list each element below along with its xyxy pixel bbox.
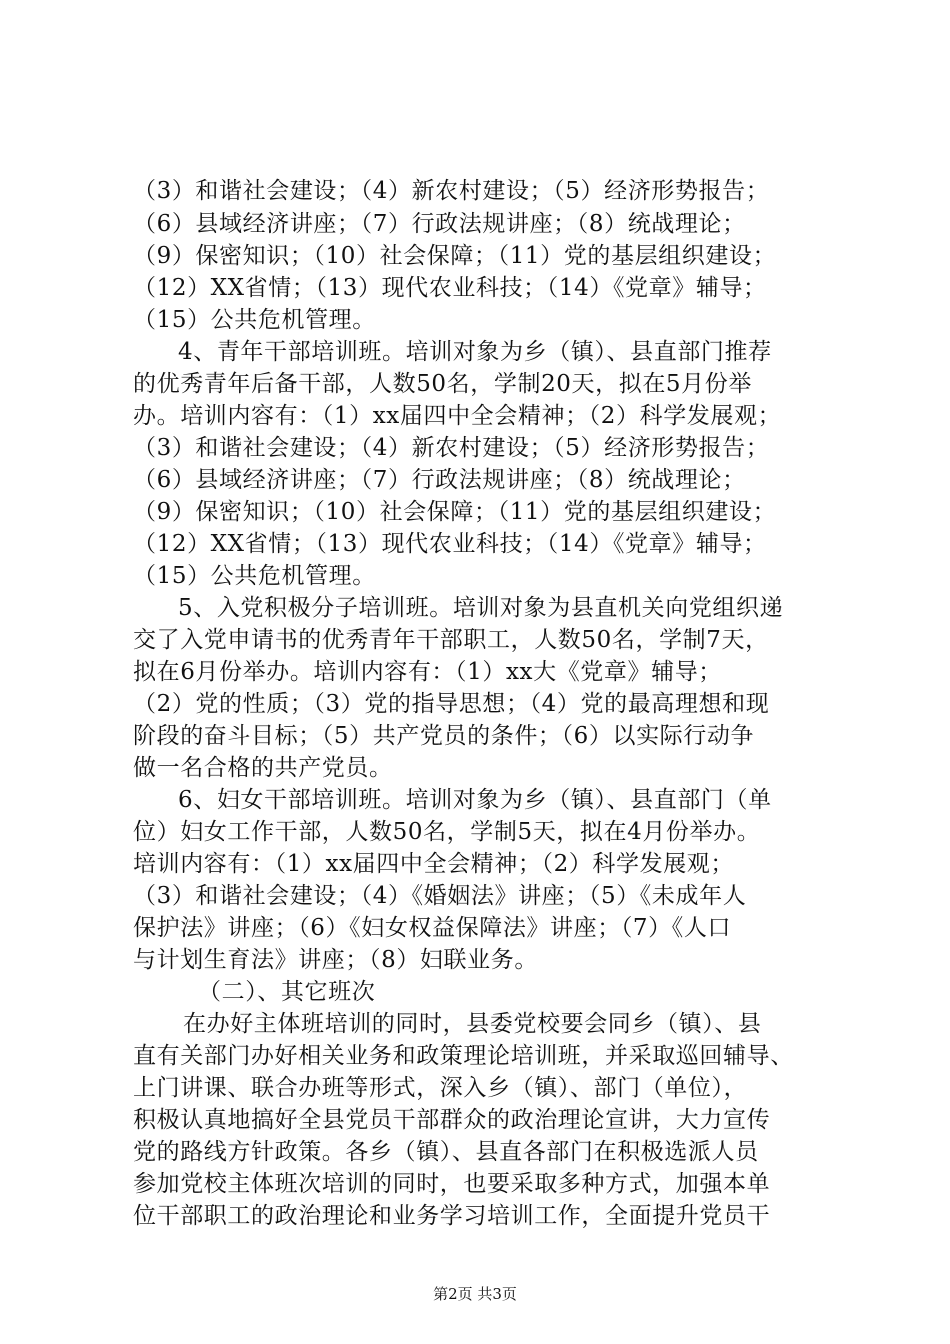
text-line: （12）XX省情；（13）现代农业科技；（14）《党章》辅导； <box>133 531 767 557</box>
text-line: （15）公共危机管理。 <box>133 563 376 589</box>
text-line: （6）县域经济讲座；（7）行政法规讲座；（8）统战理论； <box>133 211 746 237</box>
text-line: （6）县域经济讲座；（7）行政法规讲座；（8）统战理论； <box>133 467 746 493</box>
text-line: （15）公共危机管理。 <box>133 307 376 333</box>
paragraph-start: 在办好主体班培训的同时，县委党校要会同乡（镇）、县 <box>183 1011 762 1037</box>
text-line: （3）和谐社会建设；（4）新农村建设；（5）经济形势报告； <box>133 435 770 461</box>
text-line: 保护法》讲座；（6）《妇女权益保障法》讲座；（7）《人口 <box>133 915 732 941</box>
text-line: 拟在6月份举办。培训内容有：（1）xx大《党章》辅导； <box>133 659 722 685</box>
text-line: （12）XX省情；（13）现代农业科技；（14）《党章》辅导； <box>133 275 767 301</box>
text-line: （3）和谐社会建设；（4）新农村建设；（5）经济形势报告； <box>133 178 770 204</box>
text-line: 阶段的奋斗目标；（5）共产党员的条件；（6）以实际行动争 <box>133 723 755 749</box>
text-line: 位干部职工的政治理论和业务学习培训工作，全面提升党员干 <box>133 1203 771 1229</box>
text-line: 直有关部门办好相关业务和政策理论培训班，并采取巡回辅导、 <box>133 1043 794 1069</box>
text-line: 参加党校主体班次培训的同时，也要采取多种方式，加强本单 <box>133 1171 771 1197</box>
text-line: 上门讲课、联合办班等形式，深入乡（镇）、部门（单位）， <box>133 1075 748 1101</box>
section-heading: （二）、其它班次 <box>198 979 376 1005</box>
text-line: 积极认真地搞好全县党员干部群众的政治理论宣讲，大力宣传 <box>133 1107 771 1133</box>
text-line: 位）妇女工作干部，人数50名，学制5天，拟在4月份举办。 <box>133 819 761 845</box>
text-line: （3）和谐社会建设；（4）《婚姻法》讲座；（5）《未成年人 <box>133 883 747 909</box>
text-line: （9）保密知识；（10）社会保障；（11）党的基层组织建设； <box>133 499 777 525</box>
paragraph-heading: 5、入党积极分子培训班。培训对象为县直机关向党组织递 <box>178 595 784 621</box>
text-line: 办。培训内容有：（1）xx届四中全会精神；（2）科学发展观； <box>133 403 782 429</box>
page-number-footer: 第2页 共3页 <box>433 1285 517 1303</box>
text-line: 做一名合格的共产党员。 <box>133 755 393 781</box>
text-line: 交了入党申请书的优秀青年干部职工，人数50名，学制7天， <box>133 627 769 653</box>
text-line: 党的路线方针政策。各乡（镇）、县直各部门在积极选派人员 <box>133 1139 759 1165</box>
text-line: 的优秀青年后备干部，人数50名，学制20天，拟在5月份举 <box>133 371 752 397</box>
text-line: 与计划生育法》讲座；（8）妇联业务。 <box>133 947 538 973</box>
paragraph-heading: 6、妇女干部培训班。培训对象为乡（镇）、县直部门（单 <box>178 787 772 813</box>
text-line: （9）保密知识；（10）社会保障；（11）党的基层组织建设； <box>133 243 777 269</box>
text-line: （2）党的性质；（3）党的指导思想；（4）党的最高理想和现 <box>133 691 770 717</box>
text-line: 培训内容有：（1）xx届四中全会精神；（2）科学发展观； <box>133 851 735 877</box>
paragraph-heading: 4、青年干部培训班。培训对象为乡（镇）、县直部门推荐 <box>178 339 772 365</box>
